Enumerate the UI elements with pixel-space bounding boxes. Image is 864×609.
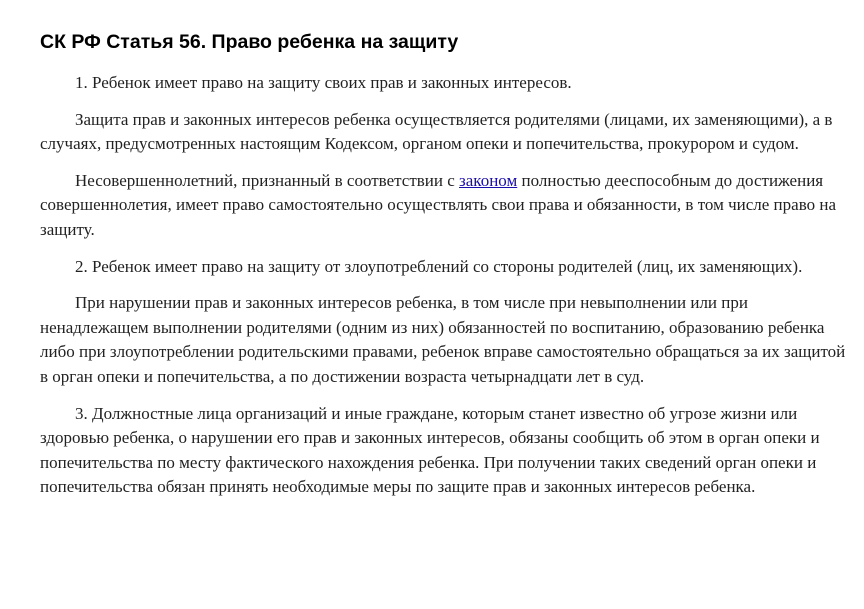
paragraph-1: 1. Ребенок имеет право на защиту своих прав и законных интересов.	[75, 73, 572, 92]
paragraph-6: 3. Должностные лица организаций и иные граждане, которым станет известно об угрозе жизни или здоровью ребенка, о нарушении его прав и законных интересов, обязаны сообщить об этом в орган опеки и попечительства по месту фактического нахождения ребенка. При получении таких сведений орган опеки и попечительства обязан принять необходимые меры по защите прав и законных интересов ребенка.	[40, 403, 820, 497]
law-link[interactable]: законом	[459, 170, 518, 190]
paragraph-2: Защита прав и законных интересов ребенка осуществляется родителями (лицами, их заменяющими), а в случаях, предусмотренных настоящим Кодексом, органом опеки и попечительства, прокурором и судом.	[40, 109, 833, 154]
paragraph-3-after: полностью дееспособным до достижения совершеннолетия, имеет право самостоятельно осуществлять свои права и обязанности, в том числе право на защиту.	[40, 170, 837, 239]
paragraph-3	[40, 169, 852, 243]
article-title: СК РФ Статья 56. Право ребенка на защиту	[40, 31, 459, 53]
paragraph-4: 2. Ребенок имеет право на защиту от злоупотреблений со стороны родителей (лиц, их заменяющих).	[75, 256, 803, 276]
paragraph-5: При нарушении прав и законных интересов ребенка, в том числе при невыполнении или при ненадлежащем выполнении родителями (одним из них) обязанностей по воспитанию, образованию ребенка либо при злоупотреблении родительскими правами, ребенок вправе самостоятельно обращаться за их защитой в орган опеки и попечительства, а по достижении возраста четырнадцати лет в суд.	[40, 293, 846, 386]
article-page	[40, 0, 852, 512]
paragraph-3-before: Несовершеннолетний, признанный в соответствии с	[75, 170, 460, 190]
article-body	[40, 71, 852, 500]
